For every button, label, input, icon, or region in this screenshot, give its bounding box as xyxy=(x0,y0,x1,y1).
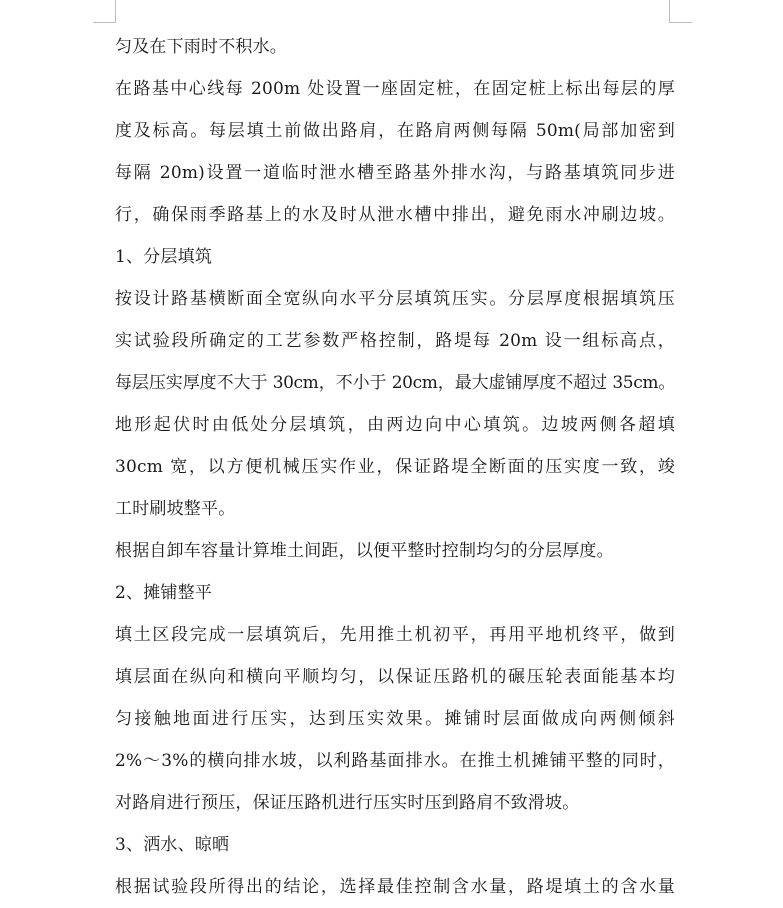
text-line: 匀及在下雨时不积水。 xyxy=(115,37,287,57)
text-line: 根据自卸车容量计算堆土间距，以便平整时控制均匀的分层厚度。 xyxy=(115,541,614,561)
text-line: 每层压实厚度不大于 30cm，不小于 20cm，最大虚铺厚度不超过 35cm。 xyxy=(115,373,675,393)
text-line: 填层面在纵向和横向平顺均匀，以保证压路机的碾压轮表面能基本均 xyxy=(115,667,675,687)
text-line: 工时刷坡整平。 xyxy=(115,499,236,519)
text-line: 实试验段所确定的工艺参数严格控制，路堤每 20m 设一组标高点， xyxy=(115,331,675,351)
section-heading: 3、洒水、晾晒 xyxy=(115,835,230,855)
text-line: 对路肩进行预压，保证压路机进行压实时压到路肩不致滑坡。 xyxy=(115,793,580,813)
text-line: 匀接触地面进行压实，达到压实效果。摊铺时层面做成向两侧倾斜 xyxy=(115,709,675,729)
crop-mark-top-right xyxy=(669,0,692,23)
text-line: 每隔 20m)设置一道临时泄水槽至路基外排水沟，与路基填筑同步进 xyxy=(115,163,675,183)
text-line: 地形起伏时由低处分层填筑，由两边向中心填筑。边坡两侧各超填 xyxy=(115,415,675,435)
text-line: 按设计路基横断面全宽纵向水平分层填筑压实。分层厚度根据填筑压 xyxy=(115,289,675,309)
text-line: 填土区段完成一层填筑后，先用推土机初平，再用平地机终平，做到 xyxy=(115,625,675,645)
section-heading: 1、分层填筑 xyxy=(115,247,213,267)
text-line: 度及标高。每层填土前做出路肩，在路肩两侧每隔 50m(局部加密到 xyxy=(115,121,675,141)
text-line: 根据试验段所得出的结论，选择最佳控制含水量，路堤填土的含水量 xyxy=(115,877,675,897)
text-line: 行，确保雨季路基上的水及时从泄水槽中排出，避免雨水冲刷边坡。 xyxy=(115,205,675,225)
document-body xyxy=(115,26,675,908)
crop-mark-top-left xyxy=(93,0,116,23)
text-line: 30cm 宽，以方便机械压实作业，保证路堤全断面的压实度一致，竣 xyxy=(115,457,675,477)
section-heading: 2、摊铺整平 xyxy=(115,583,213,603)
text-line: 2%～3%的横向排水坡，以利路基面排水。在推土机摊铺平整的同时， xyxy=(115,751,675,771)
text-line: 在路基中心线每 200m 处设置一座固定桩，在固定桩上标出每层的厚 xyxy=(115,79,675,99)
